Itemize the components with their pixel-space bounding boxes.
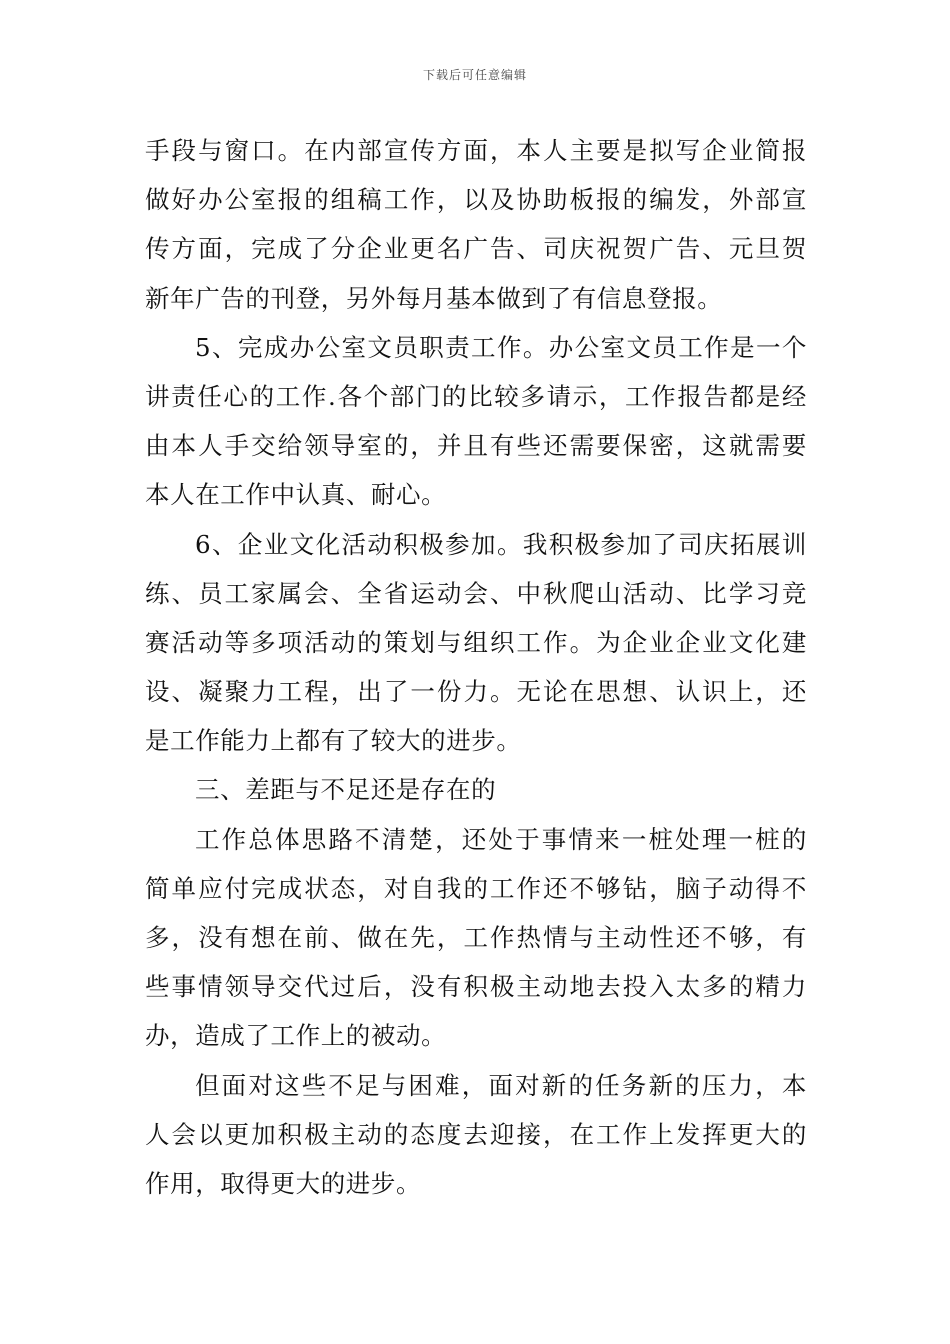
text-line: 办，造成了工作上的被动。 <box>145 1021 447 1051</box>
text-line: 传方面，完成了分企业更名广告、司庆祝贺广告、元旦贺 <box>145 234 807 264</box>
text-line: 本人在工作中认真、耐心。 <box>145 480 447 510</box>
text-line: 但面对这些不足与困难，面对新的任务新的压力，本 <box>195 1070 807 1100</box>
text-line: 工作总体思路不清楚，还处于事情来一桩处理一桩的 <box>195 824 807 854</box>
text-line: 手段与窗口。在内部宣传方面，本人主要是拟写企业简报 <box>145 136 807 165</box>
paragraph-item-5 <box>145 323 807 520</box>
text-line: 人会以更加积极主动的态度去迎接，在工作上发挥更大的 <box>145 1119 807 1149</box>
text-line: 多，没有想在前、做在先，工作热情与主动性还不够，有 <box>145 923 807 952</box>
text-line: 6、企业文化活动积极参加。我积极参加了司庆拓展训 <box>195 529 807 559</box>
paragraph-outlook <box>145 1061 807 1209</box>
text-line: 简单应付完成状态，对自我的工作还不够钻，脑子动得不 <box>145 873 807 903</box>
text-line: 新年广告的刊登，另外每月基本做到了有信息登报。 <box>145 283 723 313</box>
paragraph-shortcomings <box>145 815 807 1061</box>
section-heading-text: 三、差距与不足还是存在的 <box>195 775 497 805</box>
text-line: 由本人手交给领导室的，并且有些还需要保密，这就需要 <box>145 431 807 461</box>
section-heading-3 <box>145 765 807 814</box>
text-line: 些事情领导交代过后，没有积极主动地去投入太多的精力 <box>145 972 807 1002</box>
text-line: 做好办公室报的组稿工作，以及协助板报的编发，外部宣 <box>145 185 807 215</box>
text-line: 是工作能力上都有了较大的进步。 <box>145 726 522 756</box>
text-line: 5、完成办公室文员职责工作。办公室文员工作是一个 <box>195 332 807 362</box>
text-line: 作用，取得更大的进步。 <box>145 1168 422 1198</box>
document-body <box>145 126 807 1208</box>
page-header: 下载后可任意编辑 <box>422 68 527 82</box>
text-line: 赛活动等多项活动的策划与组织工作。为企业企业文化建 <box>145 627 807 657</box>
text-line: 练、员工家属会、全省运动会、中秋爬山活动、比学习竞 <box>145 578 807 608</box>
text-line: 设、凝聚力工程，出了一份力。无论在思想、认识上，还 <box>145 677 807 707</box>
text-line: 讲责任心的工作.各个部门的比较多请示，工作报告都是经 <box>145 381 807 411</box>
paragraph-item-6 <box>145 520 807 766</box>
paragraph-publicity <box>145 126 807 323</box>
